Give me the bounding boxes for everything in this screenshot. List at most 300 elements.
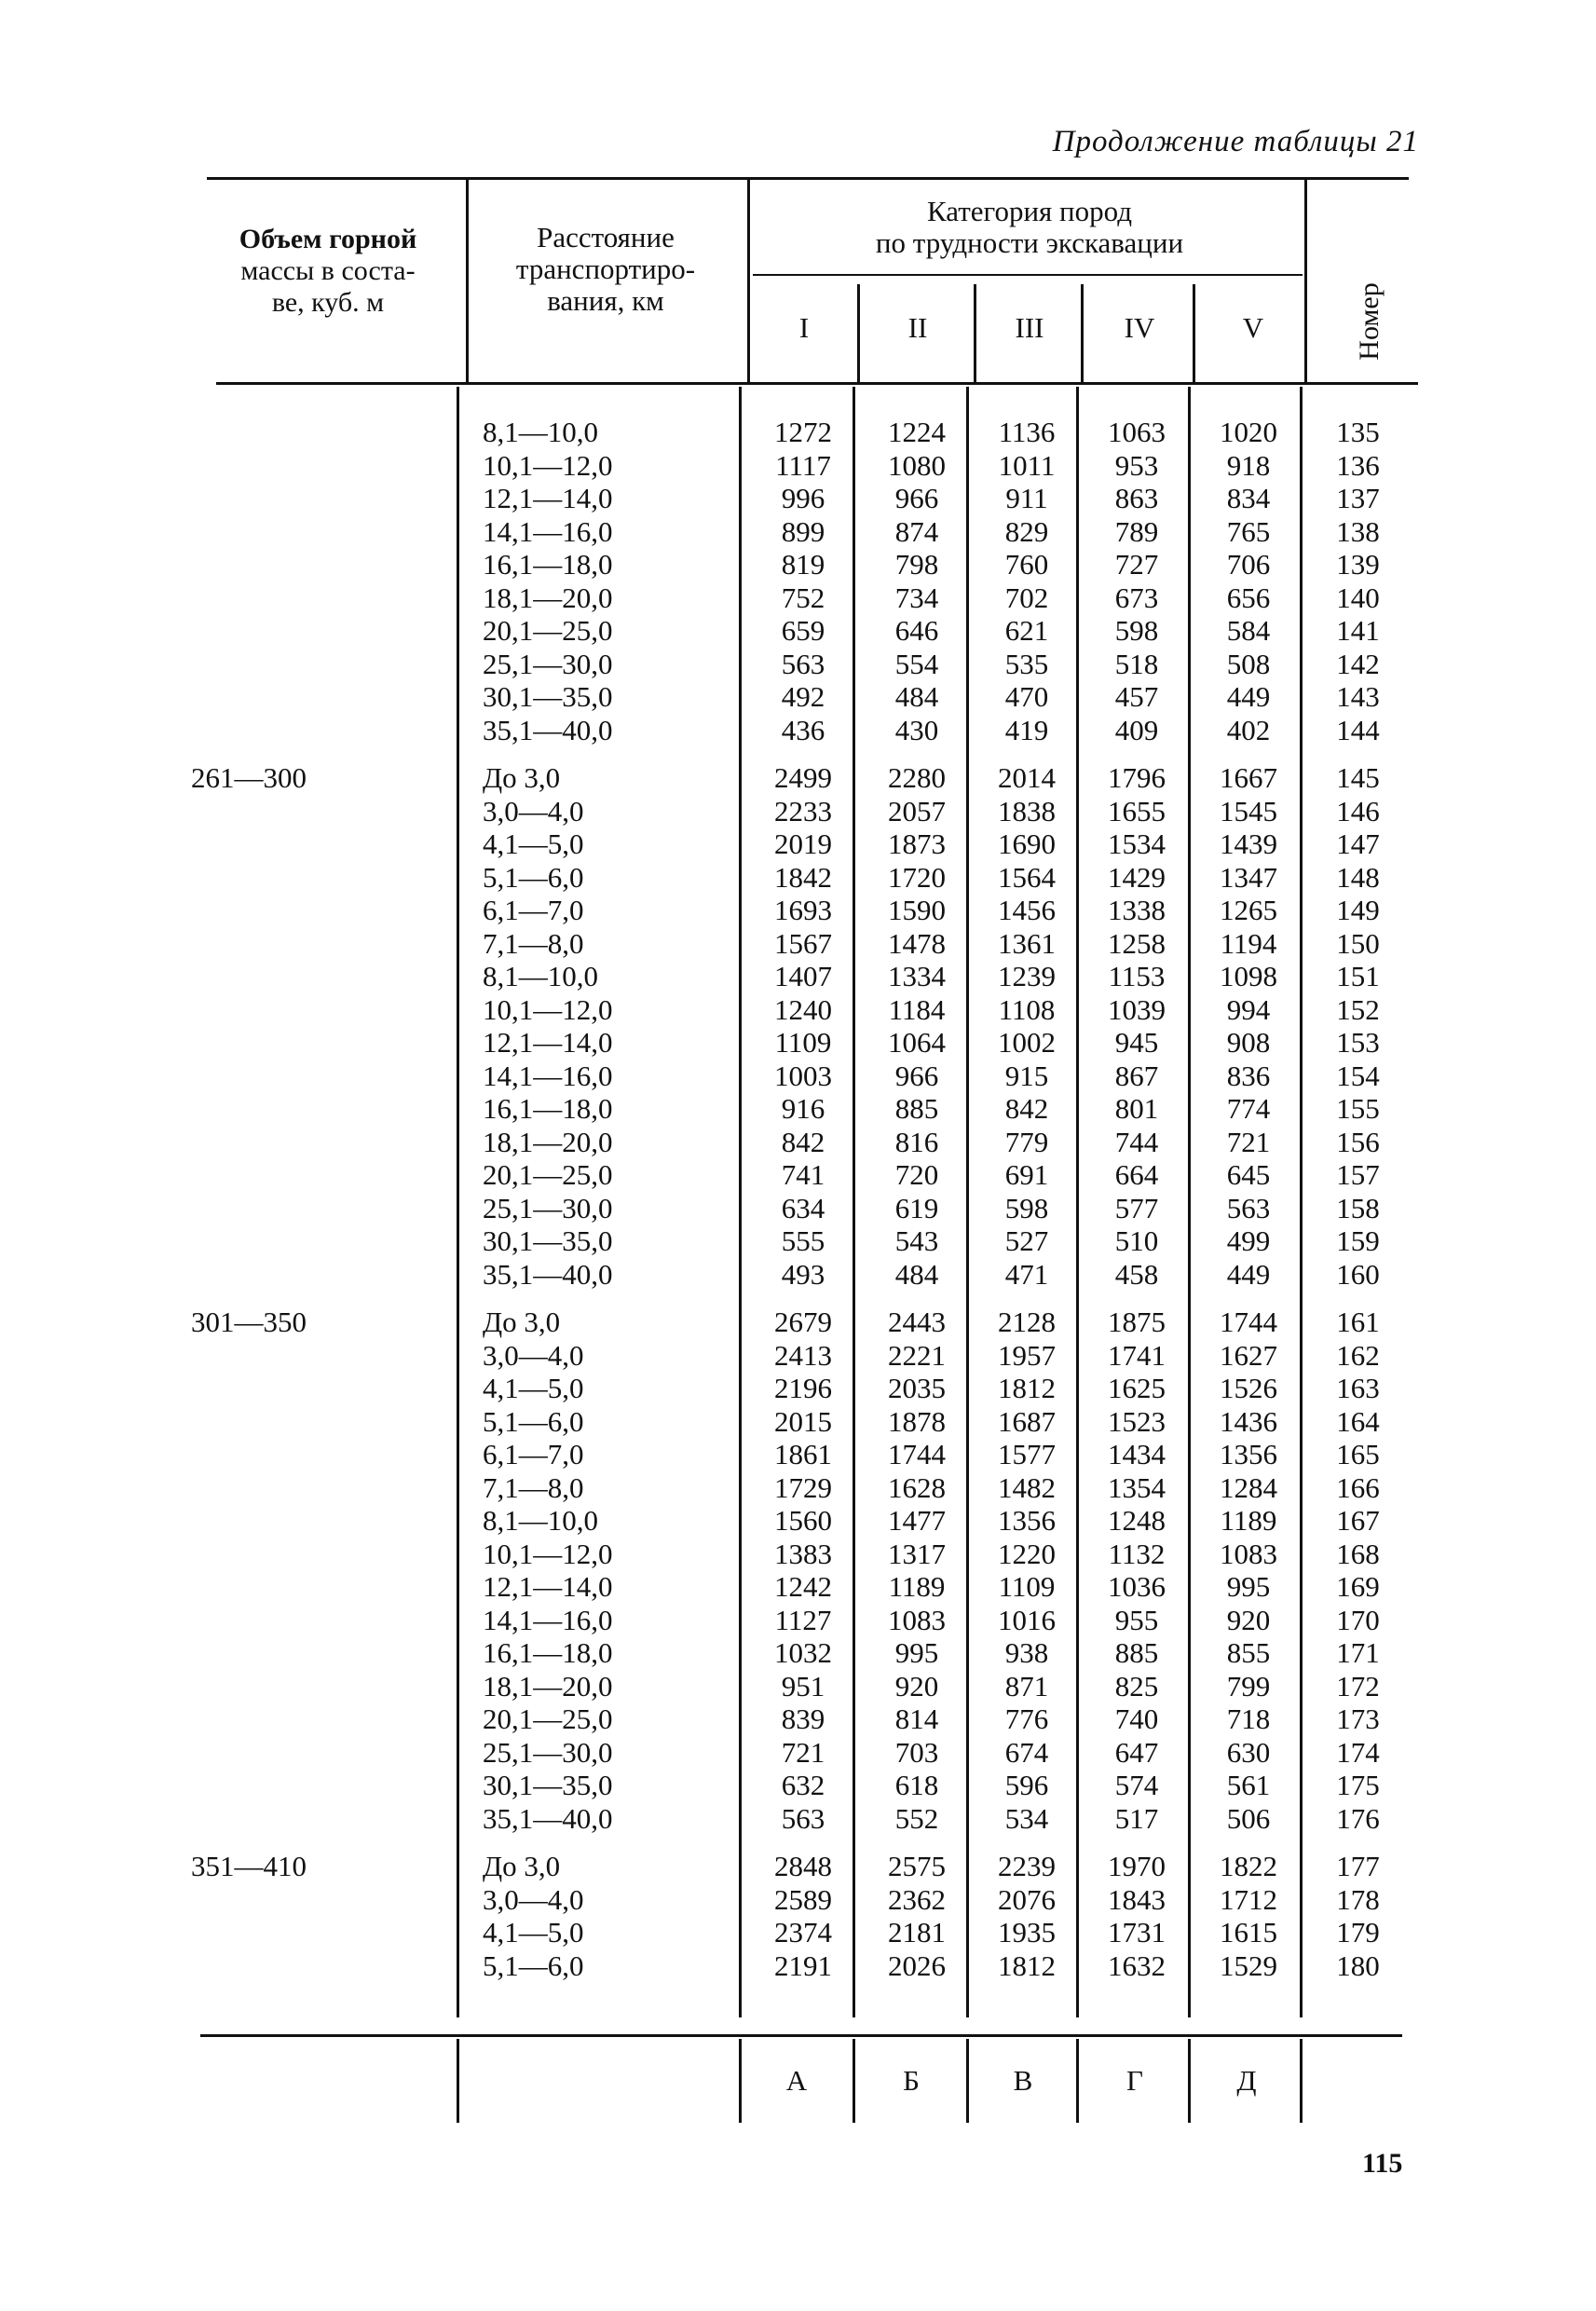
- cat-V-cell: 508: [1226, 647, 1271, 680]
- cat-I-cell: 563: [781, 647, 825, 680]
- volume-range: 351—410: [191, 1850, 307, 1882]
- footer-sep-6: [1188, 2039, 1191, 2123]
- row-group: [1332, 761, 1384, 1291]
- cat-I-cell: 2191: [774, 1949, 832, 1982]
- body-sep-7: [1300, 387, 1303, 2017]
- row-number-cell: 155: [1336, 1092, 1380, 1125]
- cat-I-cell: 951: [781, 1669, 825, 1702]
- row-group: [1332, 1306, 1384, 1835]
- cat-II-cell: 874: [894, 514, 939, 548]
- cat-IV-cell: 598: [1114, 614, 1159, 647]
- cat-III-cell: 915: [1004, 1059, 1049, 1092]
- cat-III-cell: 1935: [998, 1916, 1056, 1949]
- cat-V-cell: 1083: [1220, 1537, 1277, 1570]
- cat-III-cell: 527: [1004, 1224, 1049, 1257]
- cat-I-cell: 916: [781, 1092, 825, 1125]
- cat-IV-cell: 1338: [1108, 894, 1166, 926]
- row-number-cell: 160: [1336, 1257, 1380, 1291]
- distance-cell: 35,1—40,0: [483, 1257, 613, 1291]
- body-sep-3: [853, 387, 855, 2017]
- distance-cell: 14,1—16,0: [483, 1603, 613, 1636]
- cat-II-cell: 995: [894, 1636, 939, 1669]
- header-sep-3: [857, 284, 860, 382]
- cat-III-cell: 1356: [998, 1504, 1056, 1537]
- cat-IV-cell: 664: [1114, 1158, 1159, 1191]
- header-distance: Расстояние транспортиро- вания, км: [515, 221, 696, 317]
- cat-II-cell: 618: [894, 1769, 939, 1801]
- row-number-cell: 171: [1336, 1636, 1380, 1669]
- row-number-cell: 139: [1336, 548, 1380, 581]
- cat-III-cell: 1456: [998, 894, 1056, 926]
- row-group: [1202, 416, 1295, 746]
- cat-IV-cell: 744: [1114, 1125, 1159, 1158]
- cat-IV-cell: 945: [1114, 1026, 1159, 1059]
- row-number-cell: 156: [1336, 1125, 1380, 1158]
- distance-cell: 6,1—7,0: [483, 1438, 584, 1470]
- cat-II-cell: 543: [894, 1224, 939, 1257]
- distance-cell: 18,1—20,0: [483, 1125, 613, 1158]
- cat-II-cell: 2575: [888, 1850, 946, 1882]
- cat-I-cell: 1032: [774, 1636, 832, 1669]
- distance-cell: 5,1—6,0: [483, 1404, 584, 1438]
- header-category: Категория пород по трудности экскавации: [875, 195, 1184, 259]
- distance-cell: 12,1—14,0: [483, 1570, 613, 1603]
- cat-I-cell: 1560: [774, 1504, 832, 1537]
- cat-III-cell: 760: [1004, 548, 1049, 581]
- row-number-cell: 142: [1336, 647, 1380, 680]
- cat-II-cell: 646: [894, 614, 939, 647]
- cat-I-cell: 2499: [774, 761, 832, 794]
- cat-V-cell: 645: [1226, 1158, 1271, 1191]
- cat-V-cell: 506: [1226, 1801, 1271, 1835]
- cat-IV-cell: 1970: [1108, 1850, 1166, 1882]
- row-number-cell: 152: [1336, 992, 1380, 1026]
- cat-IV-cell: 863: [1114, 482, 1159, 514]
- row-number-cell: 158: [1336, 1191, 1380, 1224]
- cat-III-cell: 1011: [998, 448, 1056, 482]
- header-cat-V: V: [1242, 311, 1264, 344]
- row-number-cell: 172: [1336, 1669, 1380, 1702]
- distance-cell: 25,1—30,0: [483, 1191, 613, 1224]
- cat-IV-cell: 1875: [1108, 1306, 1166, 1338]
- body-sep-4: [966, 387, 969, 2017]
- cat-V-cell: 834: [1226, 482, 1271, 514]
- cat-III-cell: 1016: [998, 1603, 1056, 1636]
- cat-III-cell: 2239: [998, 1850, 1056, 1882]
- cat-I-cell: 1567: [774, 926, 832, 960]
- cat-V-cell: 1347: [1220, 860, 1277, 894]
- header-cat-I: I: [798, 311, 810, 344]
- cat-I-cell: 1240: [774, 992, 832, 1026]
- distance-cell: 3,0—4,0: [483, 1338, 584, 1372]
- cat-IV-cell: 574: [1114, 1769, 1159, 1801]
- row-group: [870, 761, 963, 1291]
- cat-IV-cell: 825: [1114, 1669, 1159, 1702]
- footer-letter-D: Д: [1236, 2064, 1257, 2097]
- header-number-label: Номер: [1354, 282, 1385, 361]
- distance-cell: 4,1—5,0: [483, 1372, 584, 1404]
- footer-rule: [200, 2034, 1402, 2037]
- cat-II-cell: 430: [894, 713, 939, 746]
- cat-III-cell: 1812: [998, 1372, 1056, 1404]
- cat-III-cell: 1482: [998, 1470, 1056, 1504]
- cat-III-column: [980, 416, 1073, 1997]
- cat-V-cell: 1615: [1220, 1916, 1277, 1949]
- cat-V-cell: 1526: [1220, 1372, 1277, 1404]
- cat-I-cell: 2374: [774, 1916, 832, 1949]
- cat-V-cell: 499: [1226, 1224, 1271, 1257]
- cat-II-column: [870, 416, 963, 1997]
- row-number-cell: 141: [1336, 614, 1380, 647]
- cat-III-cell: 1108: [998, 992, 1056, 1026]
- cat-IV-cell: 457: [1114, 680, 1159, 713]
- cat-III-cell: 621: [1004, 614, 1049, 647]
- distance-cell: 3,0—4,0: [483, 1882, 584, 1916]
- cat-II-cell: 1224: [888, 416, 946, 448]
- cat-I-cell: 492: [781, 680, 825, 713]
- row-number-cell: 177: [1336, 1850, 1380, 1882]
- row-number-cell: 159: [1336, 1224, 1380, 1257]
- cat-III-cell: 829: [1004, 514, 1049, 548]
- row-number-cell: 145: [1336, 761, 1380, 794]
- cat-II-cell: 2057: [888, 794, 946, 827]
- distance-cell: 4,1—5,0: [483, 1916, 584, 1949]
- distance-cell: 16,1—18,0: [483, 1636, 613, 1669]
- cat-I-cell: 842: [781, 1125, 825, 1158]
- cat-III-cell: 911: [1005, 482, 1048, 514]
- distance-cell: 20,1—25,0: [483, 614, 613, 647]
- cat-I-cell: 996: [781, 482, 825, 514]
- distance-cell: 20,1—25,0: [483, 1158, 613, 1191]
- cat-III-cell: 1838: [998, 794, 1056, 827]
- cat-I-cell: 819: [781, 548, 825, 581]
- cat-IV-cell: 1063: [1108, 416, 1166, 448]
- distance-cell: 10,1—12,0: [483, 448, 613, 482]
- cat-II-cell: 1317: [888, 1537, 946, 1570]
- cat-V-cell: 1667: [1220, 761, 1277, 794]
- cat-I-cell: 1693: [774, 894, 832, 926]
- cat-V-cell: 1712: [1220, 1882, 1277, 1916]
- cat-V-cell: 855: [1226, 1636, 1271, 1669]
- cat-III-cell: 1220: [998, 1537, 1056, 1570]
- cat-IV-cell: 1248: [1108, 1504, 1166, 1537]
- cat-I-cell: 1272: [774, 416, 832, 448]
- cat-I-cell: 1117: [775, 448, 831, 482]
- cat-I-cell: 2019: [774, 827, 832, 860]
- header-sep-4: [974, 284, 976, 382]
- footer-sep-4: [966, 2039, 969, 2123]
- cat-II-cell: 2280: [888, 761, 946, 794]
- cat-I-cell: 1127: [774, 1603, 832, 1636]
- cat-III-cell: 471: [1004, 1257, 1049, 1291]
- cat-III-cell: 871: [1004, 1669, 1049, 1702]
- cat-II-cell: 484: [894, 680, 939, 713]
- cat-III-cell: 1136: [998, 416, 1056, 448]
- cat-III-cell: 938: [1004, 1636, 1049, 1669]
- row-number-cell: 146: [1336, 794, 1380, 827]
- cat-IV-cell: 1632: [1108, 1949, 1166, 1982]
- footer-letter-G: Г: [1126, 2064, 1143, 2097]
- table-caption: Продолжение таблицы 21: [1052, 125, 1419, 158]
- row-group: [1090, 761, 1183, 1291]
- distance-cell: 7,1—8,0: [483, 926, 584, 960]
- header-bottom-rule: [216, 382, 1418, 385]
- cat-IV-cell: 801: [1114, 1092, 1159, 1125]
- cat-II-cell: 484: [894, 1257, 939, 1291]
- footer-letter-A: А: [785, 2064, 808, 2097]
- cat-III-cell: 596: [1004, 1769, 1049, 1801]
- row-group: [870, 1850, 963, 1982]
- row-group: [757, 1850, 850, 1982]
- category-rule: [753, 274, 1303, 276]
- row-group: [483, 761, 613, 1291]
- cat-I-cell: 555: [781, 1224, 825, 1257]
- cat-II-cell: 1478: [888, 926, 946, 960]
- cat-V-cell: 1194: [1220, 926, 1277, 960]
- row-number-cell: 147: [1336, 827, 1380, 860]
- cat-III-cell: 1577: [998, 1438, 1056, 1470]
- cat-III-cell: 2014: [998, 761, 1056, 794]
- cat-II-cell: 814: [894, 1702, 939, 1735]
- cat-V-cell: 918: [1226, 448, 1271, 482]
- distance-cell: 25,1—30,0: [483, 1735, 613, 1769]
- cat-I-cell: 493: [781, 1257, 825, 1291]
- cat-II-cell: 1590: [888, 894, 946, 926]
- cat-IV-cell: 1843: [1108, 1882, 1166, 1916]
- row-group: [980, 416, 1073, 746]
- cat-IV-cell: 1429: [1108, 860, 1166, 894]
- cat-III-cell: 534: [1004, 1801, 1049, 1835]
- cat-IV-cell: 1534: [1108, 827, 1166, 860]
- cat-IV-cell: 885: [1114, 1636, 1159, 1669]
- cat-II-cell: 2221: [888, 1338, 946, 1372]
- cat-I-cell: 2196: [774, 1372, 832, 1404]
- cat-IV-cell: 1796: [1108, 761, 1166, 794]
- distance-cell: До 3,0: [483, 761, 561, 794]
- cat-I-cell: 563: [781, 1801, 825, 1835]
- footer-sep-2: [739, 2039, 742, 2123]
- header-sep-5: [1081, 284, 1084, 382]
- row-group: [483, 1850, 613, 1982]
- cat-I-cell: 1729: [774, 1470, 832, 1504]
- body-sep-5: [1076, 387, 1079, 2017]
- cat-III-cell: 1690: [998, 827, 1056, 860]
- cat-V-cell: 718: [1226, 1702, 1271, 1735]
- distance-cell: 5,1—6,0: [483, 860, 584, 894]
- distance-cell: 8,1—10,0: [483, 416, 598, 448]
- footer-sep-5: [1076, 2039, 1079, 2123]
- distance-cell: 20,1—25,0: [483, 1702, 613, 1735]
- cat-II-cell: 1628: [888, 1470, 946, 1504]
- cat-III-cell: 842: [1004, 1092, 1049, 1125]
- cat-I-column: [757, 416, 850, 1997]
- row-number-cell: 150: [1336, 926, 1380, 960]
- row-number-cell: 161: [1336, 1306, 1380, 1338]
- row-number-cell: 173: [1336, 1702, 1380, 1735]
- cat-V-cell: 561: [1226, 1769, 1271, 1801]
- header-volume-bold: Объем горной: [239, 224, 417, 254]
- cat-V-cell: 1265: [1220, 894, 1277, 926]
- row-number-cell: 140: [1336, 581, 1380, 614]
- row-number-cell: 137: [1336, 482, 1380, 514]
- cat-III-cell: 674: [1004, 1735, 1049, 1769]
- row-group: [757, 1306, 850, 1835]
- cat-I-cell: 632: [781, 1769, 825, 1801]
- cat-I-cell: 2679: [774, 1306, 832, 1338]
- distance-cell: 18,1—20,0: [483, 1669, 613, 1702]
- cat-I-cell: 741: [781, 1158, 825, 1191]
- cat-II-cell: 734: [894, 581, 939, 614]
- cat-I-cell: 721: [781, 1735, 825, 1769]
- cat-V-cell: 1020: [1220, 416, 1277, 448]
- cat-IV-cell: 1741: [1108, 1338, 1166, 1372]
- footer-sep-3: [853, 2039, 855, 2123]
- cat-I-cell: 2413: [774, 1338, 832, 1372]
- cat-V-cell: 1356: [1220, 1438, 1277, 1470]
- row-number-cell: 136: [1336, 448, 1380, 482]
- cat-I-cell: 752: [781, 581, 825, 614]
- body-sep-2: [739, 387, 742, 2017]
- row-group: [1090, 1850, 1183, 1982]
- cat-II-cell: 1064: [888, 1026, 946, 1059]
- row-number-cell: 148: [1336, 860, 1380, 894]
- cat-III-cell: 1109: [998, 1570, 1056, 1603]
- row-number-cell: 138: [1336, 514, 1380, 548]
- cat-I-cell: 2589: [774, 1882, 832, 1916]
- cat-IV-cell: 1258: [1108, 926, 1166, 960]
- distance-cell: 35,1—40,0: [483, 713, 613, 746]
- cat-V-cell: 799: [1226, 1669, 1271, 1702]
- cat-III-cell: 776: [1004, 1702, 1049, 1735]
- distance-cell: 12,1—14,0: [483, 1026, 613, 1059]
- header-sep-7: [1304, 180, 1307, 382]
- cat-V-cell: 1284: [1220, 1470, 1277, 1504]
- row-group: [870, 1306, 963, 1835]
- row-group: [980, 761, 1073, 1291]
- distance-cell: 12,1—14,0: [483, 482, 613, 514]
- cat-I-cell: 659: [781, 614, 825, 647]
- cat-IV-cell: 518: [1114, 647, 1159, 680]
- row-number-cell: 153: [1336, 1026, 1380, 1059]
- distance-cell: 10,1—12,0: [483, 992, 613, 1026]
- row-group: [980, 1306, 1073, 1835]
- row-number-cell: 176: [1336, 1801, 1380, 1835]
- header-sep-2: [747, 180, 750, 382]
- header-volume: [207, 224, 449, 319]
- volume-range: 301—350: [191, 1306, 307, 1338]
- number-column: [1332, 416, 1384, 1997]
- cat-V-cell: 836: [1226, 1059, 1271, 1092]
- cat-III-cell: 2076: [998, 1882, 1056, 1916]
- distance-cell: 30,1—35,0: [483, 1224, 613, 1257]
- cat-V-cell: 1189: [1220, 1504, 1277, 1537]
- distance-cell: 3,0—4,0: [483, 794, 584, 827]
- row-group: [483, 1306, 613, 1835]
- row-number-cell: 166: [1336, 1470, 1380, 1504]
- cat-II-cell: 2035: [888, 1372, 946, 1404]
- row-group: [1090, 416, 1183, 746]
- row-number-cell: 164: [1336, 1404, 1380, 1438]
- cat-I-cell: 1861: [774, 1438, 832, 1470]
- row-number-cell: 169: [1336, 1570, 1380, 1603]
- cat-II-cell: 1720: [888, 860, 946, 894]
- cat-V-cell: 1822: [1220, 1850, 1277, 1882]
- cat-II-cell: 1189: [888, 1570, 946, 1603]
- distance-cell: 18,1—20,0: [483, 581, 613, 614]
- cat-V-cell: 721: [1226, 1125, 1271, 1158]
- cat-III-cell: 691: [1004, 1158, 1049, 1191]
- cat-IV-cell: 1354: [1108, 1470, 1166, 1504]
- row-group: [1202, 761, 1295, 1291]
- cat-V-cell: 656: [1226, 581, 1271, 614]
- row-group: [870, 416, 963, 746]
- cat-III-cell: 1002: [998, 1026, 1056, 1059]
- cat-IV-cell: 577: [1114, 1191, 1159, 1224]
- cat-III-cell: 779: [1004, 1125, 1049, 1158]
- distance-cell: 14,1—16,0: [483, 514, 613, 548]
- row-number-cell: 167: [1336, 1504, 1380, 1537]
- cat-IV-cell: 867: [1114, 1059, 1159, 1092]
- cat-I-cell: 634: [781, 1191, 825, 1224]
- cat-V-cell: 1627: [1220, 1338, 1277, 1372]
- cat-V-cell: 584: [1226, 614, 1271, 647]
- cat-IV-cell: 953: [1114, 448, 1159, 482]
- row-group: [1202, 1850, 1295, 1982]
- footer-sep-7: [1300, 2039, 1303, 2123]
- cat-V-column: [1202, 416, 1295, 1997]
- cat-II-cell: 552: [894, 1801, 939, 1835]
- cat-V-cell: 765: [1226, 514, 1271, 548]
- cat-II-cell: 966: [894, 482, 939, 514]
- cat-V-cell: 1545: [1220, 794, 1277, 827]
- cat-IV-cell: 1153: [1108, 960, 1166, 992]
- top-rule: [207, 177, 1409, 180]
- header-number: [1342, 256, 1398, 387]
- cat-V-cell: 630: [1226, 1735, 1271, 1769]
- cat-IV-cell: 1655: [1108, 794, 1166, 827]
- cat-II-cell: 966: [894, 1059, 939, 1092]
- header-volume-rest: массы в соста- ве, куб. м: [240, 255, 416, 318]
- cat-IV-cell: 647: [1114, 1735, 1159, 1769]
- cat-IV-cell: 955: [1114, 1603, 1159, 1636]
- cat-III-cell: 702: [1004, 581, 1049, 614]
- footer-sep-1: [457, 2039, 459, 2123]
- cat-IV-cell: 1039: [1108, 992, 1166, 1026]
- row-number-cell: 175: [1336, 1769, 1380, 1801]
- cat-IV-cell: 727: [1114, 548, 1159, 581]
- cat-II-cell: 1878: [888, 1404, 946, 1438]
- distance-cell: 4,1—5,0: [483, 827, 584, 860]
- header-sep-1: [466, 180, 469, 382]
- cat-II-cell: 920: [894, 1669, 939, 1702]
- distance-cell: 16,1—18,0: [483, 1092, 613, 1125]
- row-number-cell: 151: [1336, 960, 1380, 992]
- cat-I-cell: 1407: [774, 960, 832, 992]
- header-cat-II: II: [907, 311, 928, 344]
- cat-III-cell: 1564: [998, 860, 1056, 894]
- cat-IV-cell: 1036: [1108, 1570, 1166, 1603]
- row-number-cell: 174: [1336, 1735, 1380, 1769]
- cat-IV-cell: 409: [1114, 713, 1159, 746]
- cat-IV-cell: 1132: [1108, 1537, 1166, 1570]
- row-number-cell: 162: [1336, 1338, 1380, 1372]
- cat-II-cell: 816: [894, 1125, 939, 1158]
- cat-III-cell: 1687: [998, 1404, 1056, 1438]
- cat-IV-cell: 740: [1114, 1702, 1159, 1735]
- row-group: [757, 761, 850, 1291]
- cat-V-cell: 402: [1226, 713, 1271, 746]
- cat-V-cell: 1744: [1220, 1306, 1277, 1338]
